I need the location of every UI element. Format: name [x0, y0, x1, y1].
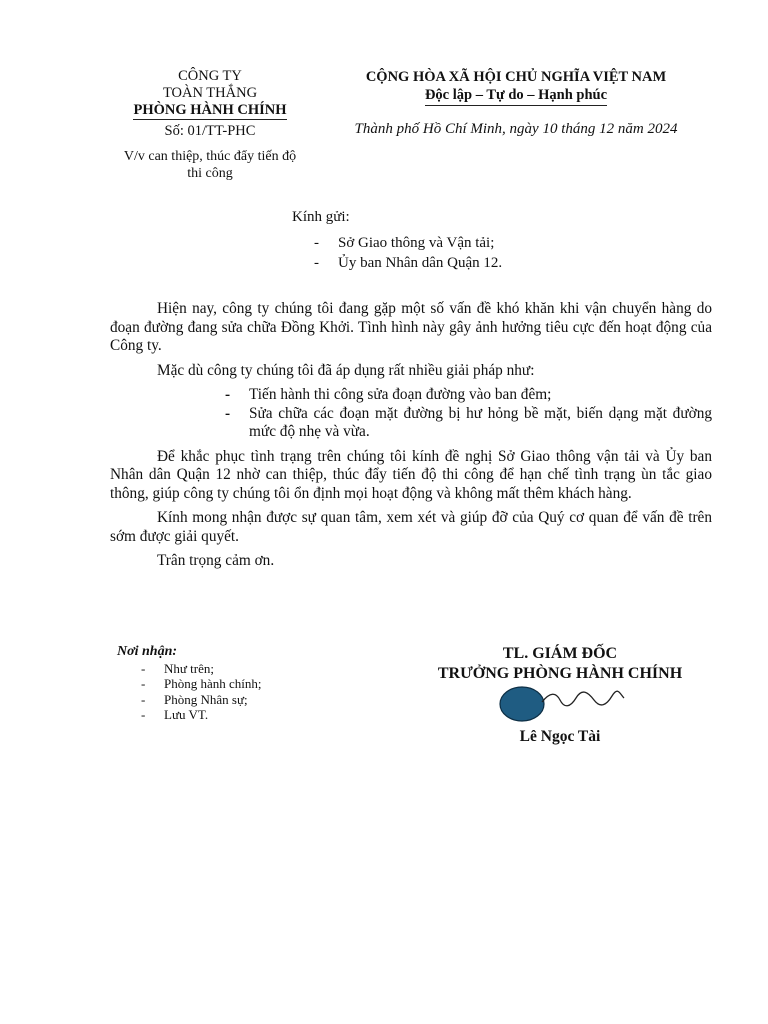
body-paragraph-1: Hiện nay, công ty chúng tôi đang gặp một số vấn đề khó khăn khi vận chuyển hàng do đoạn đường đang sửa chữa Đồng Khởi. Tình hình này gây ảnh hưởng tiêu cực đến hoạt động của Công ty.: [110, 300, 712, 354]
signer-name: Lê Ngọc Tài: [519, 728, 601, 745]
company-name-line1: CÔNG TY: [178, 68, 242, 84]
body-paragraph-2: Mặc dù công ty chúng tôi đã áp dụng rất nhiều giải pháp như:: [157, 361, 535, 379]
greeting: Kính gửi:: [292, 209, 350, 225]
distribution-items: [117, 661, 262, 723]
recipient-item: - Sở Giao thông và Vận tải;: [314, 233, 502, 253]
solutions-list: [110, 386, 712, 442]
signature-titles: [410, 644, 710, 684]
distribution-item: - Như trên;: [141, 661, 262, 677]
company-name-line2: TOÀN THẮNG: [162, 85, 258, 101]
recipient-list: [292, 233, 502, 273]
body-paragraph-5: Trân trọng cảm ơn.: [157, 552, 275, 569]
department-label: PHÒNG HÀNH CHÍNH: [133, 102, 287, 118]
recipient-item: - Ủy ban Nhân dân Quận 12.: [314, 253, 502, 273]
signature-title-2: TRƯỞNG PHÒNG HÀNH CHÍNH: [437, 665, 683, 682]
solution-item: - Tiến hành thi công sửa đoạn đường vào ban đêm;: [225, 386, 712, 405]
seal-icon: [500, 687, 544, 721]
body-paragraph-3: Để khắc phục tình trạng trên chúng tôi kính đề nghị Sở Giao thông vận tải và Ủy ban Nhân dân Quận 12 nhờ can thiệp, thúc đẩy tiến độ thi công để hạn chế tình trạng ùn tắc giao thông, giúp công ty chúng tôi ổn định mọi hoạt động và không mất thêm khách hàng.: [110, 447, 712, 502]
right-header: [318, 68, 714, 106]
body-paragraph-4: Kính mong nhận được sự quan tâm, xem xét và giúp đỡ của Quý cơ quan để vấn đề trên sớm được giải quyết.: [110, 509, 712, 545]
recipients-block: [292, 207, 502, 273]
distribution-list: [117, 644, 262, 723]
signature-stroke: [542, 691, 624, 706]
distribution-item: - Lưu VT.: [141, 707, 262, 723]
signature-mark: [498, 684, 628, 724]
motto: Độc lập – Tự do – Hạnh phúc: [425, 86, 607, 106]
document-date: Thành phố Hồ Chí Minh, ngày 10 tháng 12 năm 2024: [354, 121, 678, 137]
distribution-item: - Phòng Nhân sự;: [141, 692, 262, 708]
left-header: [100, 68, 320, 140]
document-subject: V/v can thiệp, thúc đẩy tiến độ thi công: [123, 149, 297, 181]
signature-title-1: TL. GIÁM ĐỐC: [502, 645, 618, 662]
distribution-item: - Phòng hành chính;: [141, 676, 262, 692]
distribution-title: Nơi nhận:: [117, 644, 178, 659]
nation-title: CỘNG HÒA XÃ HỘI CHỦ NGHĨA VIỆT NAM: [365, 69, 667, 85]
solution-item: - Sửa chữa các đoạn mặt đường bị hư hỏng bề mặt, biến dạng mặt đường mức độ nhẹ và vừa.: [225, 405, 712, 442]
letter-body: [110, 300, 712, 577]
department-name: [100, 102, 320, 120]
document-number: Số: 01/TT-PHC: [164, 123, 256, 139]
